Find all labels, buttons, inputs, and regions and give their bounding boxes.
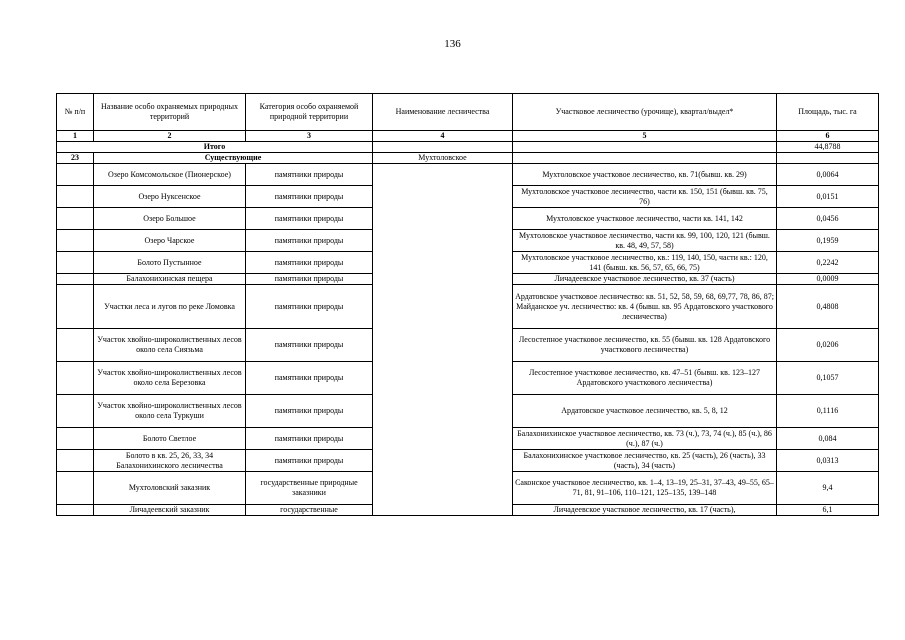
row-location: Мухтоловское участковое лесничество, части кв. 150, 151 (бывш. кв. 75, 76): [513, 186, 777, 208]
total-area: 44,8788: [777, 142, 879, 153]
row-number: [57, 472, 94, 505]
row-area: 0,0064: [777, 164, 879, 186]
row-area: 0,1116: [777, 395, 879, 428]
table-row: [57, 252, 879, 274]
row-area: 0,0313: [777, 450, 879, 472]
row-name: Болото Пустынное: [94, 252, 246, 274]
row-name: Озеро Нуксенское: [94, 186, 246, 208]
row-name: Участки леса и лугов по реке Ломовка: [94, 285, 246, 329]
row-area: 0,0456: [777, 208, 879, 230]
row-category: памятники природы: [246, 450, 373, 472]
row-name: Участок хвойно-широколиственных лесов около села Туркуши: [94, 395, 246, 428]
row-name: Личадеевский заказник: [94, 505, 246, 516]
table-row: [57, 208, 879, 230]
row-category: памятники природы: [246, 252, 373, 274]
table-row: [57, 472, 879, 505]
row-location: Саконское участковое лесничество, кв. 1–4, 13–19, 25–31, 37–43, 49–55, 65–71, 81, 91–106, 110–121, 125–135, 139–148: [513, 472, 777, 505]
row-name: Озеро Комсомольское (Пионерское): [94, 164, 246, 186]
row-forestry: [373, 428, 513, 450]
section-label: Существующие: [94, 153, 373, 164]
row-number: [57, 252, 94, 274]
row-location: Лесостепное участковое лесничество, кв. 47–51 (бывш. кв. 123–127 Ардатовского участкового лесничества): [513, 362, 777, 395]
row-forestry: [373, 274, 513, 285]
row-location: Балахонихинское участковое лесничество, кв. 73 (ч.), 73, 74 (ч.), 85 (ч.), 86 (ч.), 87 (ч.): [513, 428, 777, 450]
table-row: [57, 164, 879, 186]
row-name: Участок хвойно-широколиственных лесов около села Березовка: [94, 362, 246, 395]
table-row: [57, 428, 879, 450]
section-row: [57, 153, 879, 164]
row-number: [57, 186, 94, 208]
page-number: 136: [444, 38, 461, 50]
row-name: Болото в кв. 25, 26, 33, 34 Балахонихинского лесничества: [94, 450, 246, 472]
row-location: Мухтоловское участковое лесничество, кв. 71(бывш. кв. 29): [513, 164, 777, 186]
row-number: [57, 428, 94, 450]
row-number: [57, 505, 94, 516]
row-number: [57, 450, 94, 472]
row-forestry: [373, 208, 513, 230]
header-location: Участковое лесничество (урочище), квартал/выдел*: [513, 94, 777, 131]
table-row: [57, 285, 879, 329]
row-forestry: [373, 505, 513, 516]
row-location: Личадеевское участковое лесничество, кв. 17 (часть),: [513, 505, 777, 516]
table-row: [57, 450, 879, 472]
row-name: Балахонихинская пещера: [94, 274, 246, 285]
table-row: [57, 362, 879, 395]
row-number: [57, 274, 94, 285]
row-number: [57, 329, 94, 362]
row-forestry: [373, 230, 513, 252]
table-row: [57, 505, 879, 516]
row-forestry: [373, 164, 513, 186]
table-row: [57, 395, 879, 428]
row-category: памятники природы: [246, 362, 373, 395]
row-number: [57, 164, 94, 186]
column-numbers-row: [57, 131, 879, 142]
row-location: Лесостепное участковое лесничество, кв. 55 (бывш. кв. 128 Ардатовского участкового лесничества): [513, 329, 777, 362]
row-area: 0,0009: [777, 274, 879, 285]
header-name: Название особо охраняемых природных территорий: [94, 94, 246, 131]
row-category: памятники природы: [246, 395, 373, 428]
row-category: памятники природы: [246, 329, 373, 362]
row-location: Балахонихинское участковое лесничество, кв. 25 (часть), 26 (часть), 33 (часть), 34 (часть): [513, 450, 777, 472]
row-category: государственные природные заказники: [246, 472, 373, 505]
header-forestry: Наименование лесничества: [373, 94, 513, 131]
table-row: [57, 329, 879, 362]
section-number: 23: [57, 153, 94, 164]
row-area: 0,084: [777, 428, 879, 450]
row-area: 0,1959: [777, 230, 879, 252]
total-empty-location: [513, 142, 777, 153]
row-category: памятники природы: [246, 208, 373, 230]
row-forestry: [373, 285, 513, 329]
row-name: Болото Светлое: [94, 428, 246, 450]
row-location: Личадеевское участковое лесничество, кв. 37 (часть): [513, 274, 777, 285]
protected-areas-table: [56, 93, 879, 516]
row-number: [57, 362, 94, 395]
row-location: Ардатовское участковое лесничество: кв. 51, 52, 58, 59, 68, 69,77, 78, 86, 87; Майданское уч. лесничество: кв. 4 (бывш. кв. 95 Ардатовского участкового лесничества): [513, 285, 777, 329]
row-location: Мухтоловское участковое лесничество, кв.: 119, 140, 150, части кв.: 120, 141 (бывш. кв. 56, 57, 65, 66, 75): [513, 252, 777, 274]
row-forestry: [373, 329, 513, 362]
row-area: 9,4: [777, 472, 879, 505]
row-category: памятники природы: [246, 230, 373, 252]
row-forestry: [373, 450, 513, 472]
row-category: памятники природы: [246, 164, 373, 186]
row-forestry: [373, 252, 513, 274]
row-category: государственные: [246, 505, 373, 516]
column-number: 6: [777, 131, 879, 142]
row-area: 0,0206: [777, 329, 879, 362]
column-number: 1: [57, 131, 94, 142]
column-number: 5: [513, 131, 777, 142]
row-name: Озеро Большое: [94, 208, 246, 230]
column-number: 4: [373, 131, 513, 142]
row-name: Мухтоловский заказник: [94, 472, 246, 505]
row-category: памятники природы: [246, 186, 373, 208]
row-category: памятники природы: [246, 274, 373, 285]
row-location: Мухтоловское участковое лесничество, части кв. 141, 142: [513, 208, 777, 230]
row-number: [57, 208, 94, 230]
total-empty-forestry: [373, 142, 513, 153]
row-forestry: [373, 362, 513, 395]
column-number: 3: [246, 131, 373, 142]
table-row: [57, 230, 879, 252]
row-name: Участок хвойно-широколиственных лесов около села Сиязьма: [94, 329, 246, 362]
row-area: 0,2242: [777, 252, 879, 274]
row-area: 0,1057: [777, 362, 879, 395]
column-number: 2: [94, 131, 246, 142]
row-area: 0,0151: [777, 186, 879, 208]
row-name: Озеро Чарское: [94, 230, 246, 252]
row-number: [57, 395, 94, 428]
row-location: Мухтоловское участковое лесничество, части кв. 99, 100, 120, 121 (бывш. кв. 48, 49, 57, 58): [513, 230, 777, 252]
table-header-row: [57, 94, 879, 131]
header-category: Категория особо охраняемой природной территории: [246, 94, 373, 131]
table-row: [57, 186, 879, 208]
section-forestry: Мухтоловское: [373, 153, 513, 164]
row-location: Ардатовское участковое лесничество, кв. 5, 8, 12: [513, 395, 777, 428]
section-empty-area: [777, 153, 879, 164]
row-number: [57, 285, 94, 329]
row-category: памятники природы: [246, 428, 373, 450]
row-area: 6,1: [777, 505, 879, 516]
row-area: 0,4808: [777, 285, 879, 329]
table-row: [57, 274, 879, 285]
row-number: [57, 230, 94, 252]
header-number: № п/п: [57, 94, 94, 131]
row-forestry: [373, 472, 513, 505]
header-area: Площадь, тыс. га: [777, 94, 879, 131]
section-empty-location: [513, 153, 777, 164]
row-category: памятники природы: [246, 285, 373, 329]
total-row: [57, 142, 879, 153]
row-forestry: [373, 186, 513, 208]
total-label: Итого: [57, 142, 373, 153]
row-forestry: [373, 395, 513, 428]
